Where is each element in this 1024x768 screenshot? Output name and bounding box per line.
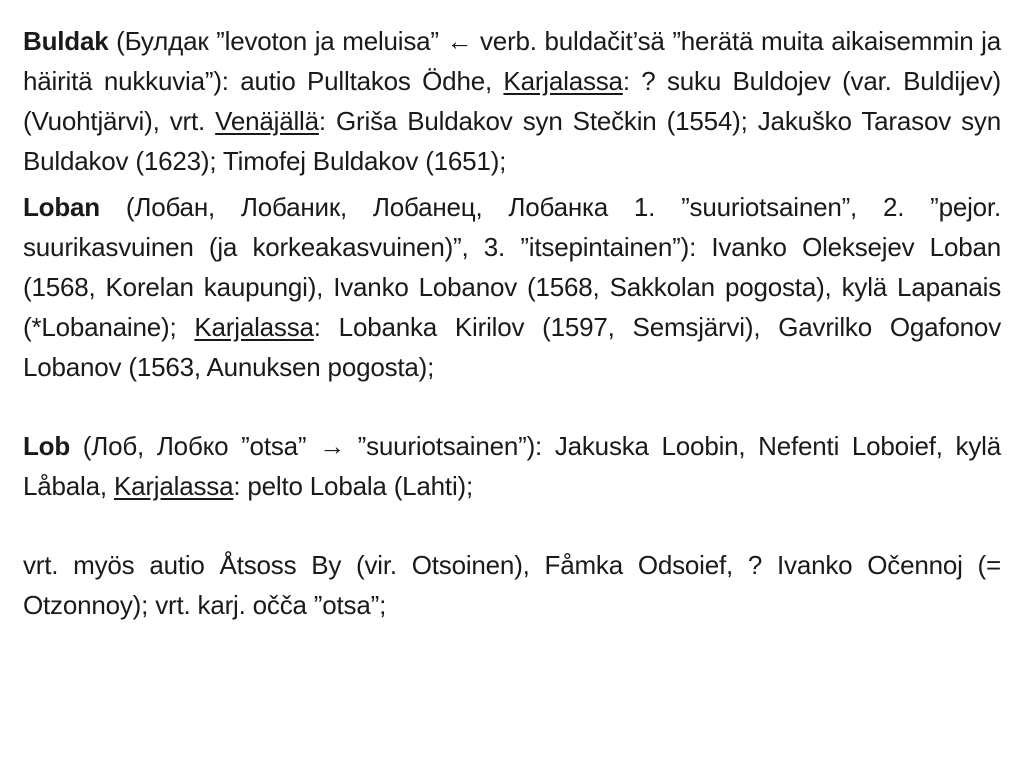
underlined-term: Karjalassa [503,66,623,96]
entry-text: : ? suku Buldojev (var. Buldijev) (Vuohtjärvi), vrt. [23,66,1001,136]
underlined-term: Karjalassa [194,312,314,342]
entry-text: : Griša Buldakov syn Stečkin (1554); Jakuško Tarasov syn Buldakov (1623); Timofej Buldakov (1651); [23,106,1001,176]
entry-buldak [23,21,1001,181]
headword-lob: Lob [23,431,71,461]
entry-text: (Лобан, Лобаник, Лобанец, Лобанка 1. ”suuriotsainen”, 2. ”pejor. suurikasvuinen (ja korkeakasvuinen)”, 3. ”itsepintainen”): Ivanko Oleksejev Loban (1568, Korelan kaupungi), Ivanko Lobanov (1568, Sakkolan pogosta), kylä Lapanais (*Lobanaine); [23,192,1001,342]
entry-loban [23,187,1001,387]
entry-text: : pelto Lobala (Lahti); [233,471,474,501]
underlined-term: Venäjällä [215,106,319,136]
underlined-term: Karjalassa [113,471,234,501]
headword-loban: Loban [23,192,100,222]
entry-text: : Lobanka Kirilov (1597, Semsjärvi), Gavrilko Ogafonov Lobanov (1563, Aunuksen pogosta); [23,312,1001,382]
entry-lob [23,426,1001,506]
note-paragraph: vrt. myös autio Åtsoss By (vir. Otsoinen), Fåmka Odsoief, ? Ivanko Očennoj (= Otzonnoy); vrt. karj. očča ”otsa”; [23,550,1001,620]
entry-text: (Лоб, Лобко ”otsa” → ”suuriotsainen”): Jakuska Loobin, Nefenti Loboief, kylä Låbala, [23,431,1001,501]
headword-buldak: Buldak [23,26,109,56]
entry-text: (Булдак ”levoton ja meluisa” ← verb. buldačit’sä ”herätä muita aikaisemmin ja häiritä nukkuvia”): autio Pulltakos Ödhe, [23,26,1001,96]
